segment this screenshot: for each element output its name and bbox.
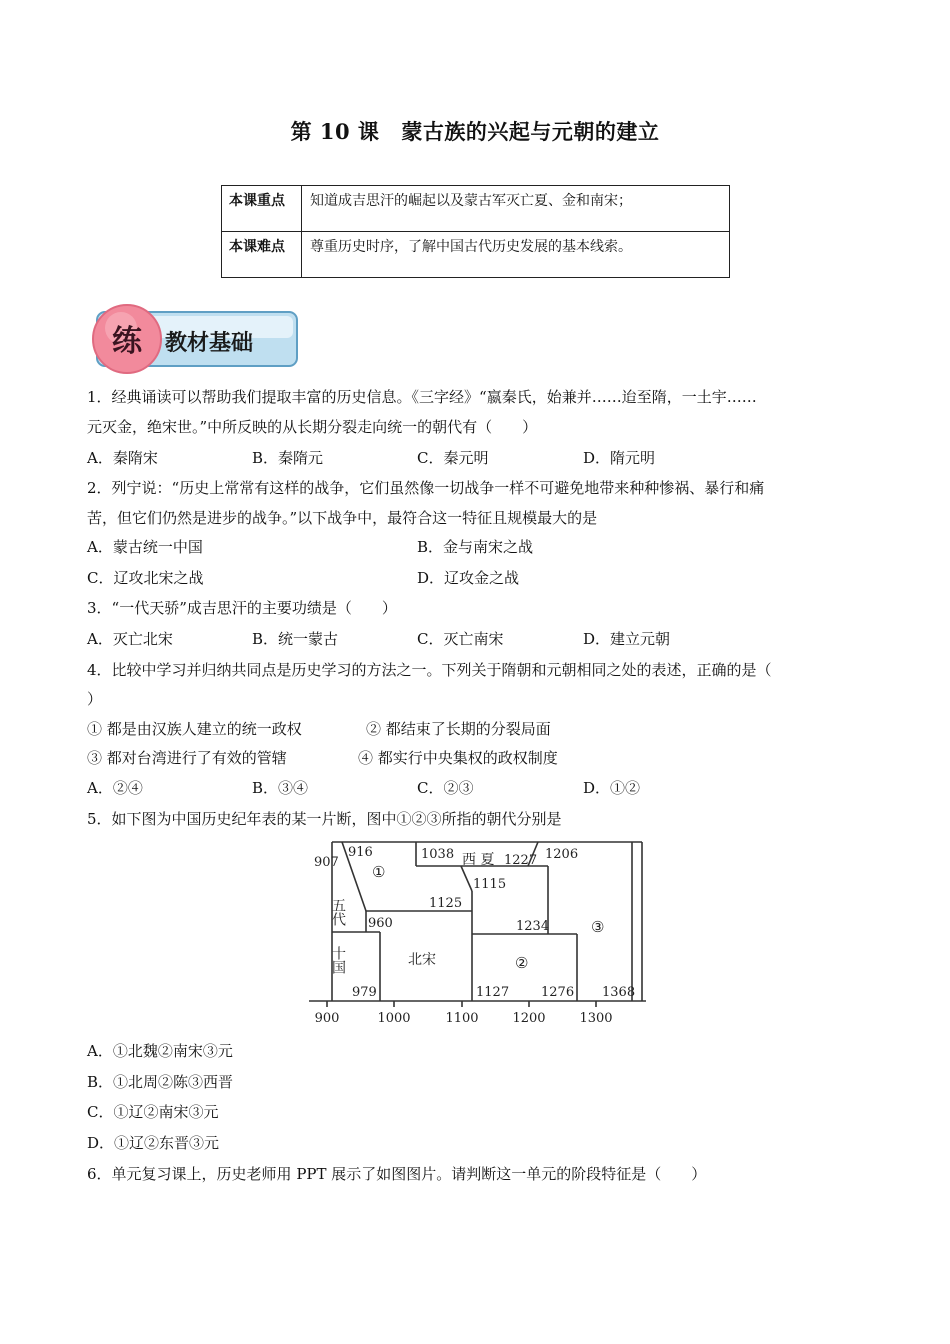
banner-char: 练 (112, 324, 142, 359)
timeline-labels (314, 845, 635, 1026)
q1-option-a: A．秦隋宋 (87, 449, 158, 467)
divider-1115 (461, 866, 472, 891)
label-1115: 1115 (473, 877, 507, 892)
label-979: 979 (352, 985, 377, 1000)
q2-option-b: B．金与南宋之战 (417, 538, 534, 556)
lesson-number: 第 10 课 (290, 119, 380, 144)
label-shiguo: 十国 (330, 946, 346, 974)
question-4-line-1: 4．比较中学习并归纳共同点是历史学习的方法之一。下列关于隋朝和元朝相同之处的表述，正确的是（ (87, 661, 772, 679)
question-1-line-2: 元灭金，绝宋世。”中所反映的从长期分裂走向统一的朝代有（ ） (87, 418, 538, 436)
question-6-line-1: 6．单元复习课上，历史老师用 PPT 展示了如图图片。请判断这一单元的阶段特征是（ ） (87, 1165, 707, 1183)
difficulty-value: 尊重历史时序，了解中国古代历史发展的基本线索。 (302, 232, 730, 278)
label-916: 916 (348, 845, 373, 860)
q4-option-a: A．②④ (87, 779, 143, 797)
q2-option-c: C．辽攻北宋之战 (87, 569, 204, 587)
question-5-line-1: 5．如下图为中国历史纪年表的某一片断，图中①②③所指的朝代分别是 (87, 810, 562, 828)
label-circle-3: ③ (591, 918, 605, 936)
q4-statement-1: ① 都是由汉族人建立的统一政权 (87, 720, 302, 738)
label-1206: 1206 (545, 847, 579, 862)
label-1368: 1368 (602, 985, 636, 1000)
q4-statement-2: ② 都结束了长期的分裂局面 (366, 720, 551, 738)
q4-statement-3: ③ 都对台湾进行了有效的管辖 (87, 749, 287, 767)
q2-option-a: A．蒙古统一中国 (87, 538, 203, 556)
label-wudai: 五代 (330, 898, 346, 926)
label-beisong: 北宋 (408, 952, 436, 968)
table-row (222, 232, 730, 278)
label-1227: 1227 (504, 853, 538, 868)
axis-label-1100: 1100 (445, 1011, 479, 1026)
q3-option-d: D．建立元朝 (583, 630, 671, 648)
dynasty-timeline-figure (305, 836, 650, 1032)
q1-option-d: D．隋元明 (583, 449, 656, 467)
label-960: 960 (368, 916, 393, 931)
q4-option-d: D．①② (583, 779, 641, 797)
q5-option-b: B．①北周②陈③西晋 (87, 1073, 234, 1091)
lesson-topic: 蒙古族的兴起与元朝的建立 (401, 119, 660, 144)
label-1127: 1127 (476, 985, 510, 1000)
q3-option-a: A．灭亡北宋 (87, 630, 173, 648)
q1-option-b: B．秦隋元 (252, 449, 324, 467)
axis-label-1200: 1200 (512, 1011, 546, 1026)
question-2-line-2: 苦，但它们仍然是进步的战争。”以下战争中，最符合这一特征且规模最大的是 (87, 509, 598, 527)
question-3-line-1: 3．“一代天骄”成吉思汗的主要功绩是（ ） (87, 599, 397, 617)
q1-option-c: C．秦元明 (417, 449, 489, 467)
q2-option-d: D．辽攻金之战 (417, 569, 520, 587)
focus-key: 本课重点 (222, 186, 302, 232)
q3-option-b: B．统一蒙古 (252, 630, 339, 648)
question-4-line-2: ） (87, 690, 103, 708)
axis-label-900: 900 (314, 1011, 340, 1026)
q5-option-a: A．①北魏②南宋③元 (87, 1042, 233, 1060)
axis-label-1000: 1000 (377, 1011, 411, 1026)
banner-text: 教材基础 (165, 330, 254, 356)
section-banner (87, 302, 301, 374)
label-1276: 1276 (541, 985, 575, 1000)
question-2-line-1: 2．列宁说：“历史上常常有这样的战争，它们虽然像一切战争一样不可避免地带来种种惨祸、暴行和痛 (87, 479, 765, 497)
label-circle-1: ① (372, 863, 386, 881)
label-907: 907 (314, 855, 339, 870)
label-xixia: 西 夏 (462, 852, 495, 868)
label-1125: 1125 (429, 896, 463, 911)
question-1-line-1: 1．经典诵读可以帮助我们提取丰富的历史信息。《三字经》“嬴秦氏，始兼并……迨至隋，一土宇…… (87, 388, 757, 406)
q5-option-d: D．①辽②东晋③元 (87, 1134, 220, 1152)
q5-option-c: C．①辽②南宋③元 (87, 1103, 219, 1121)
q4-option-c: C．②③ (417, 779, 474, 797)
label-1038: 1038 (421, 847, 455, 862)
table-row (222, 186, 730, 232)
focus-table (221, 185, 730, 278)
axis-label-1300: 1300 (579, 1011, 613, 1026)
page-title (0, 116, 950, 146)
q3-option-c: C．灭亡南宋 (417, 630, 504, 648)
focus-value: 知道成吉思汗的崛起以及蒙古军灭亡夏、金和南宋； (302, 186, 730, 232)
difficulty-key: 本课难点 (222, 232, 302, 278)
label-circle-2: ② (515, 954, 529, 972)
q4-statement-4: ④ 都实行中央集权的政权制度 (358, 749, 558, 767)
label-1234: 1234 (516, 919, 550, 934)
q4-option-b: B．③④ (252, 779, 309, 797)
